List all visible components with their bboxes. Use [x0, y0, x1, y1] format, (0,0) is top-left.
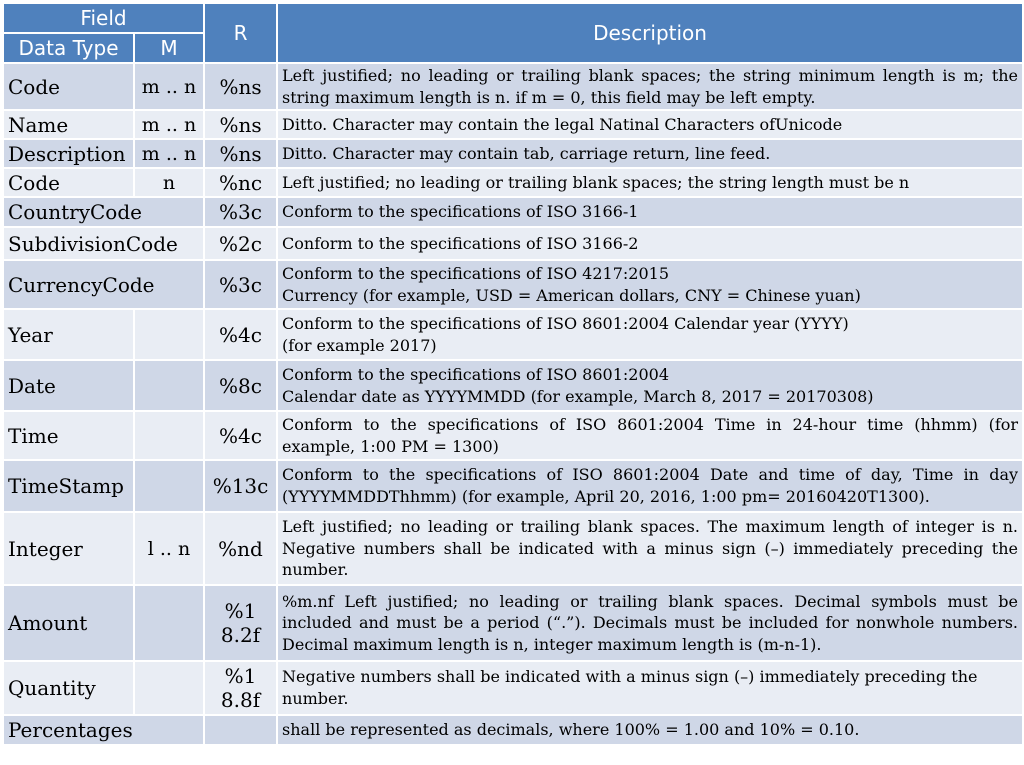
- cell-description: [277, 197, 1023, 227]
- cell-r: %3c: [204, 197, 277, 227]
- cell-m: m .. n: [134, 63, 204, 110]
- cell-description: [277, 661, 1023, 715]
- table-row: [3, 715, 1023, 745]
- cell-r: %ns: [204, 110, 277, 139]
- table-row: [3, 168, 1023, 197]
- header-r: R: [204, 3, 277, 63]
- cell-description: [277, 512, 1023, 585]
- description-line: Ditto. Character may contain tab, carriage return, line feed.: [282, 143, 771, 163]
- table-row: [3, 360, 1023, 411]
- cell-r: %nd: [204, 512, 277, 585]
- cell-m: l .. n: [134, 512, 204, 585]
- description-line: shall be represented as decimals, where 100% = 1.00 and 10% = 0.10.: [282, 720, 860, 740]
- table-row: [3, 309, 1023, 360]
- description-line: Conform to the specifications of ISO 3166-2: [282, 233, 639, 253]
- table-row: [3, 260, 1023, 309]
- table-row: [3, 460, 1023, 512]
- cell-r: [204, 715, 277, 745]
- cell-description: [277, 227, 1023, 260]
- cell-field-name: CurrencyCode: [3, 260, 204, 309]
- cell-field-name: TimeStamp: [3, 460, 134, 512]
- cell-description: [277, 460, 1023, 512]
- cell-field-name: Date: [3, 360, 134, 411]
- description-line: Currency (for example, USD = American dollars, CNY = Chinese yuan): [282, 285, 861, 305]
- description-line: Conform to the specifications of ISO 8601:2004 Calendar year (YYYY): [282, 313, 849, 333]
- cell-r: %8c: [204, 360, 277, 411]
- cell-description: [277, 360, 1023, 411]
- header-m: M: [134, 33, 204, 63]
- cell-r: %13c: [204, 460, 277, 512]
- description-line: Negative numbers shall be indicated with a minus sign (–) immediately preceding the number.: [282, 667, 978, 708]
- cell-r: %4c: [204, 309, 277, 360]
- description-line: Conform to the specifications of ISO 8601:2004 Time in 24-hour time (hhmm) (for example, 1:00 PM = 1300): [282, 414, 1019, 456]
- cell-m: [134, 460, 204, 512]
- header-field: Field: [3, 3, 204, 33]
- data-type-spec-table: [2, 2, 1024, 746]
- cell-r: %18.8f: [204, 661, 277, 715]
- cell-r: %ns: [204, 139, 277, 168]
- cell-r: %3c: [204, 260, 277, 309]
- cell-m: [134, 661, 204, 715]
- table-row: [3, 197, 1023, 227]
- cell-field-name: Code: [3, 168, 134, 197]
- cell-r: %ns: [204, 63, 277, 110]
- table-row: [3, 227, 1023, 260]
- table-row: [3, 661, 1023, 715]
- cell-m: m .. n: [134, 110, 204, 139]
- cell-description: [277, 309, 1023, 360]
- header-description: Description: [277, 3, 1023, 63]
- header-data-type: Data Type: [3, 33, 134, 63]
- table-row: [3, 585, 1023, 661]
- cell-m: m .. n: [134, 139, 204, 168]
- description-line: Conform to the specifications of ISO 4217:2015: [282, 263, 669, 283]
- description-line: Conform to the specifications of ISO 8601:2004: [282, 364, 669, 384]
- cell-r: %nc: [204, 168, 277, 197]
- cell-field-name: Integer: [3, 512, 134, 585]
- cell-field-name: Amount: [3, 585, 134, 661]
- description-line: Left justified; no leading or trailing blank spaces. The maximum length of integer is n. Negative numbers shall be indicated with a minus sign (–) immediately preceding the number.: [282, 517, 1019, 580]
- cell-field-name: Quantity: [3, 661, 134, 715]
- description-line: Left justified; no leading or trailing blank spaces; the string minimum length is m; the string maximum length is n. if m = 0, this field may be left empty.: [282, 65, 1019, 107]
- cell-field-name: Code: [3, 63, 134, 110]
- description-line: Calendar date as YYYYMMDD (for example, March 8, 2017 = 20170308): [282, 386, 874, 406]
- description-line: %m.nf Left justified; no leading or trailing blank spaces. Decimal symbols must be included and must be a period (“.”). Decimals must be included for nonwhole numbers. Decimal maximum length is n, integer maximum length is (m-n-1).: [282, 591, 1019, 654]
- cell-field-name: Year: [3, 309, 134, 360]
- cell-m: [134, 411, 204, 460]
- table-row: [3, 512, 1023, 585]
- description-line: Conform to the specifications of ISO 3166-1: [282, 202, 639, 222]
- cell-m: [134, 360, 204, 411]
- cell-description: [277, 260, 1023, 309]
- cell-description: [277, 585, 1023, 661]
- table-row: [3, 63, 1023, 110]
- cell-description: [277, 715, 1023, 745]
- cell-description: [277, 411, 1023, 460]
- cell-m: n: [134, 168, 204, 197]
- cell-field-name: SubdivisionCode: [3, 227, 204, 260]
- description-line: (for example 2017): [282, 335, 437, 355]
- cell-field-name: Percentages: [3, 715, 204, 745]
- cell-m: [134, 309, 204, 360]
- description-line: Ditto. Character may contain the legal Natinal Characters ofUnicode: [282, 114, 843, 134]
- cell-r: %18.2f: [204, 585, 277, 661]
- cell-description: [277, 168, 1023, 197]
- cell-r: %4c: [204, 411, 277, 460]
- cell-r: %2c: [204, 227, 277, 260]
- cell-field-name: Description: [3, 139, 134, 168]
- cell-description: [277, 139, 1023, 168]
- table-row: [3, 411, 1023, 460]
- table-row: [3, 110, 1023, 139]
- table-body: [3, 63, 1023, 745]
- table-row: [3, 139, 1023, 168]
- cell-field-name: Time: [3, 411, 134, 460]
- cell-description: [277, 63, 1023, 110]
- cell-field-name: Name: [3, 110, 134, 139]
- cell-m: [134, 585, 204, 661]
- description-line: Conform to the specifications of ISO 8601:2004 Date and time of day, Time in day (YYYYMMDDThhmm) (for example, April 20, 2016, 1:00 pm= 20160420T1300).: [282, 465, 1019, 506]
- cell-field-name: CountryCode: [3, 197, 204, 227]
- cell-description: [277, 110, 1023, 139]
- description-line: Left justified; no leading or trailing blank spaces; the string length must be n: [282, 172, 910, 192]
